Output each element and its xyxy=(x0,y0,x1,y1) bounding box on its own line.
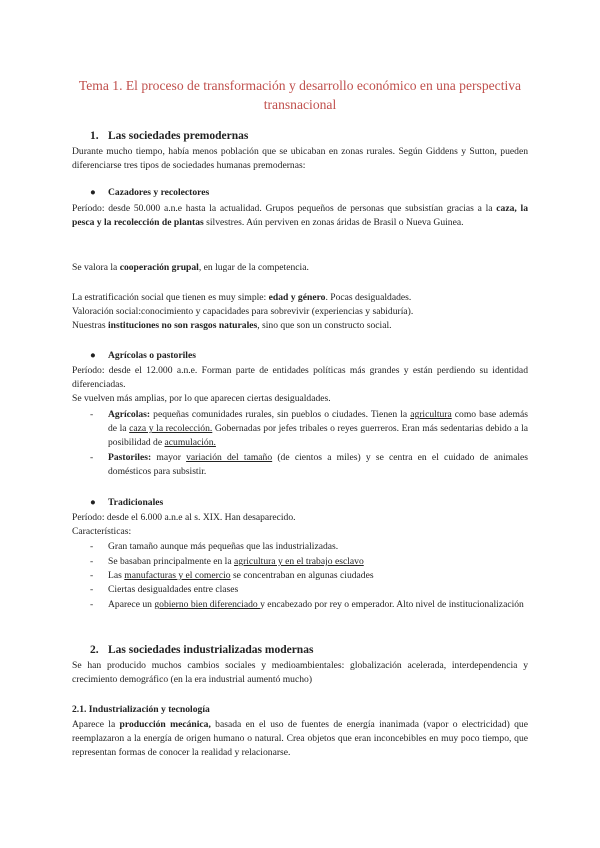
list-item-text xyxy=(108,408,528,450)
dash-icon: - xyxy=(90,570,94,581)
list-item-text: Ciertas desigualdades entre clases xyxy=(108,584,239,595)
agricolas-title: Agrícolas o pastoriles xyxy=(108,350,196,361)
bullet-icon: ● xyxy=(90,187,96,198)
tradicionales-paragraph-2: Características: xyxy=(72,526,132,537)
list-item xyxy=(90,598,528,612)
dash-icon: - xyxy=(90,541,94,552)
agricolas-paragraph-2: Se vuelven más amplias, por lo que aparecen ciertas desigualdades. xyxy=(72,393,331,404)
text-run: y encabezado por rey o emperador. Alto nivel de institucionalización xyxy=(260,599,524,610)
underlined-run: manufacturas y el comercio xyxy=(124,570,231,581)
tradicionales-title: Tradicionales xyxy=(108,497,164,508)
text-run: La estratificación social que tienen es muy simple: xyxy=(72,292,269,303)
text-run: basada en el uso de fuentes de energía inanimada (vapor o electricidad) que reemplazaron a la energía de origen humano o natural. Crea objetos que eran inconcebibles en muy poco tiempo, que representan formas de conocer la realidad y relacionarse. xyxy=(72,719,528,758)
text-run: , sino que son un constructo social. xyxy=(257,320,392,331)
text-run: (de cientos a miles) y se centra en el cuidado de animales domésticos para subsistir. xyxy=(108,452,528,477)
dash-icon: - xyxy=(90,584,94,595)
bold-run: cooperación grupal xyxy=(119,262,199,273)
bold-run: caza, la pesca y la recolección de plantas xyxy=(72,203,528,228)
bold-run: Agrícolas: xyxy=(108,409,151,420)
section-2-title: Las sociedades industrializadas modernas xyxy=(108,644,314,656)
underlined-run: caza y la recolección. xyxy=(129,423,213,434)
text-run: Aparece la xyxy=(72,719,120,730)
agricolas-list-item xyxy=(90,408,528,450)
list-item-text: Gran tamaño aunque más pequeñas que las industrializadas. xyxy=(108,541,339,552)
cazadores-paragraph-1 xyxy=(72,202,528,230)
text-run: mayor xyxy=(151,452,187,463)
tradicionales-heading xyxy=(90,496,528,510)
tradicionales-paragraph-1: Período: desde el 6.000 a.n.e al s. XIX. Han desaparecido. xyxy=(72,512,296,523)
list-item-text xyxy=(108,451,528,479)
underlined-run: acumulación. xyxy=(164,437,216,448)
cazadores-paragraph-4: Valoración social:conocimiento y capacidades para sobrevivir (experiencias y sabiduría). xyxy=(72,306,414,317)
bold-run: instituciones no son rasgos naturales xyxy=(107,320,258,331)
section-2-heading xyxy=(90,643,528,658)
dash-icon: - xyxy=(90,556,94,567)
underlined-run: variación del tamaño xyxy=(186,452,273,463)
section-1-intro: Durante mucho tiempo, había menos población que se ubicaban en zonas rurales. Según Giddens y Sutton, pueden diferenciarse tres tipos de sociedades humanas premodernas: xyxy=(72,146,528,171)
text-run: pequeñas comunidades rurales, sin pueblos o ciudades. Tienen la xyxy=(150,409,411,420)
list-item xyxy=(90,569,528,583)
text-run: Se basaban principalmente en la xyxy=(108,556,235,567)
list-item xyxy=(90,583,528,597)
underlined-run: agricultura y en el trabajo esclavo xyxy=(234,556,364,567)
bold-run: producción mecánica, xyxy=(119,719,211,730)
section-1-title: Las sociedades premodernas xyxy=(108,130,249,142)
text-run: Nuestras xyxy=(72,320,108,331)
list-item-text xyxy=(108,569,528,583)
bullet-icon: ● xyxy=(90,497,96,508)
text-run: . Pocas desigualdades. xyxy=(325,292,412,303)
text-run: , en lugar de la competencia. xyxy=(198,262,309,273)
cazadores-paragraph-2 xyxy=(72,261,528,275)
list-item-text xyxy=(108,555,528,569)
section-2-number: 2. xyxy=(90,644,99,656)
subsection-2-1-paragraph xyxy=(72,718,528,760)
bold-run: edad y género xyxy=(268,292,326,303)
section-2-intro: Se han producido muchos cambios sociales y medioambientales: globalización acelerada, interdependencia y crecimiento demográfico (en la era industrial aumentó mucho) xyxy=(72,660,528,685)
agricolas-heading xyxy=(90,349,528,363)
cazadores-heading xyxy=(90,186,528,200)
underlined-run: agricultura xyxy=(410,409,452,420)
dash-icon: - xyxy=(90,452,94,463)
text-run: como base además de la xyxy=(108,409,528,434)
text-run: silvestres. Aún perviven en zonas áridas de Brasil o Nueva Guinea. xyxy=(203,217,464,228)
text-run: Se valora la xyxy=(72,262,120,273)
dash-icon: - xyxy=(90,599,94,610)
text-run: Las xyxy=(108,570,125,581)
list-item xyxy=(90,555,528,569)
cazadores-paragraph-5 xyxy=(72,319,528,333)
bullet-icon: ● xyxy=(90,350,96,361)
subsection-2-1-heading: 2.1. Industrialización y tecnología xyxy=(72,704,210,715)
cazadores-paragraph-3 xyxy=(72,291,528,305)
pastoriles-list-item xyxy=(90,451,528,479)
underlined-run: gobierno bien diferenciado xyxy=(154,599,261,610)
text-run: Gobernadas por jefes tribales o reyes guerreros. Eran más sedentarias debido a la posibilidad de xyxy=(108,423,528,448)
list-item xyxy=(90,540,528,554)
list-item-text xyxy=(108,598,528,612)
text-run: se concentraban en algunas ciudades xyxy=(230,570,374,581)
cazadores-title: Cazadores y recolectores xyxy=(108,187,210,198)
text-run: Período: desde 50.000 a.n.e hasta la actualidad. Grupos pequeños de personas que subsistían gracias a la xyxy=(72,203,497,214)
dash-icon: - xyxy=(90,409,94,420)
agricolas-paragraph-1: Período: desde el 12.000 a.n.e. Forman parte de entidades políticas más grandes y están perdiendo su identidad diferenciadas. xyxy=(72,365,528,390)
text-run: Aparece un xyxy=(108,599,155,610)
bold-run: Pastoriles: xyxy=(108,452,152,463)
section-1-heading xyxy=(90,129,528,144)
document-title: Tema 1. El proceso de transformación y desarrollo económico en una perspectiva transnacional xyxy=(78,78,522,112)
section-1-number: 1. xyxy=(90,130,99,142)
